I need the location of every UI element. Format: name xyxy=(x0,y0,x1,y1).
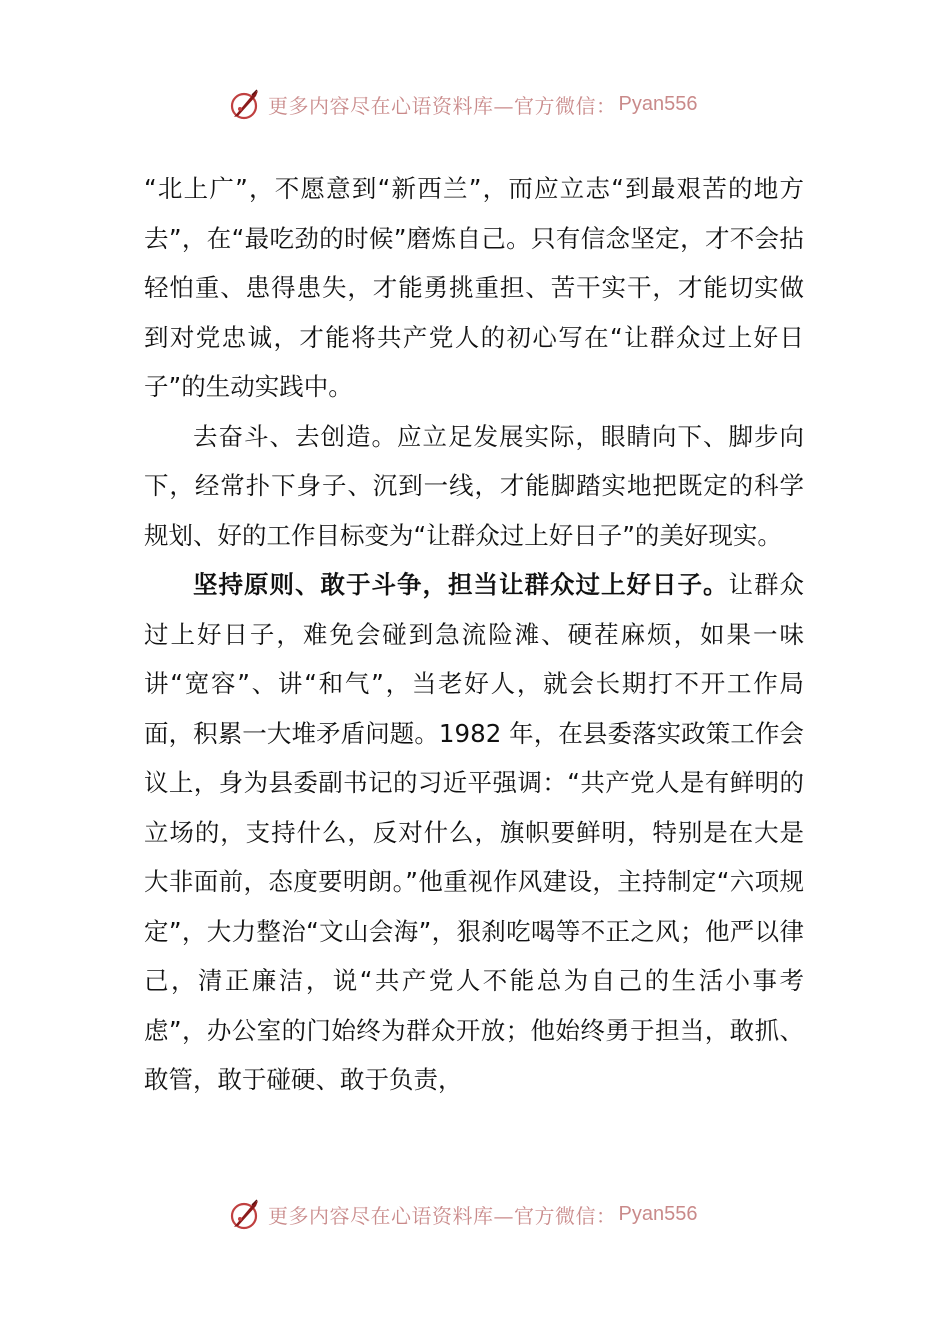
watermark-wechat-id: Pyan556 xyxy=(618,92,698,115)
paragraph-3-text: 让群众过上好日子，难免会碰到急流险滩、硬茬麻烦，如果一味讲“宽容”、讲“和气”，当老好人，就会长期打不开工作局面，积累一大堆矛盾问题。1982 年，在县委落实政策工作会议上，身为县委副书记的习近平强调：“共产党人是有鲜明的立场的，支持什么，反对什么，旗帜要鲜明，特别是在大是大非面前，态度要明朗。”他重视作风建设，主持制定“六项规定”，大力整治“文山会海”，狠刹吃喝等不正之风；他严以律己，清正廉洁，说“共产党人不能总为自己的生活小事考虑”，办公室的门始终为群众开放；他始终勇于担当，敢抓、敢管，敢于碰硬、敢于负责， xyxy=(144,570,804,1094)
watermark-text: 更多内容尽在心语资料库—官方微信： xyxy=(268,1203,617,1228)
paragraph-2: 去奋斗、去创造。应立足发展实际，眼睛向下、脚步向下，经常扑下身子、沉到一线，才能脚踏实地把既定的科学规划、好的工作目标变为“让群众过上好日子”的美好现实。 xyxy=(144,421,804,550)
quill-pen-logo-icon xyxy=(228,1197,262,1231)
paragraph-3 xyxy=(144,560,804,1105)
header-watermark xyxy=(228,86,697,122)
quill-pen-logo-icon xyxy=(228,87,262,121)
paragraph-3-heading: 坚持原则、敢于斗争，担当让群众过上好日子。 xyxy=(193,570,729,599)
watermark-wechat-id: Pyan556 xyxy=(618,1202,698,1225)
document-body xyxy=(144,164,804,1105)
footer-watermark xyxy=(228,1196,697,1232)
watermark-text: 更多内容尽在心语资料库—官方微信： xyxy=(268,93,617,118)
paragraph-1: “北上广”，不愿意到“新西兰”，而应立志“到最艰苦的地方去”，在“最吃劲的时候”磨炼自己。只有信念坚定，才不会拈轻怕重、患得患失，才能勇挑重担、苦干实干，才能切实做到对党忠诚，才能将共产党人的初心写在“让群众过上好日子”的生动实践中。 xyxy=(144,174,804,401)
